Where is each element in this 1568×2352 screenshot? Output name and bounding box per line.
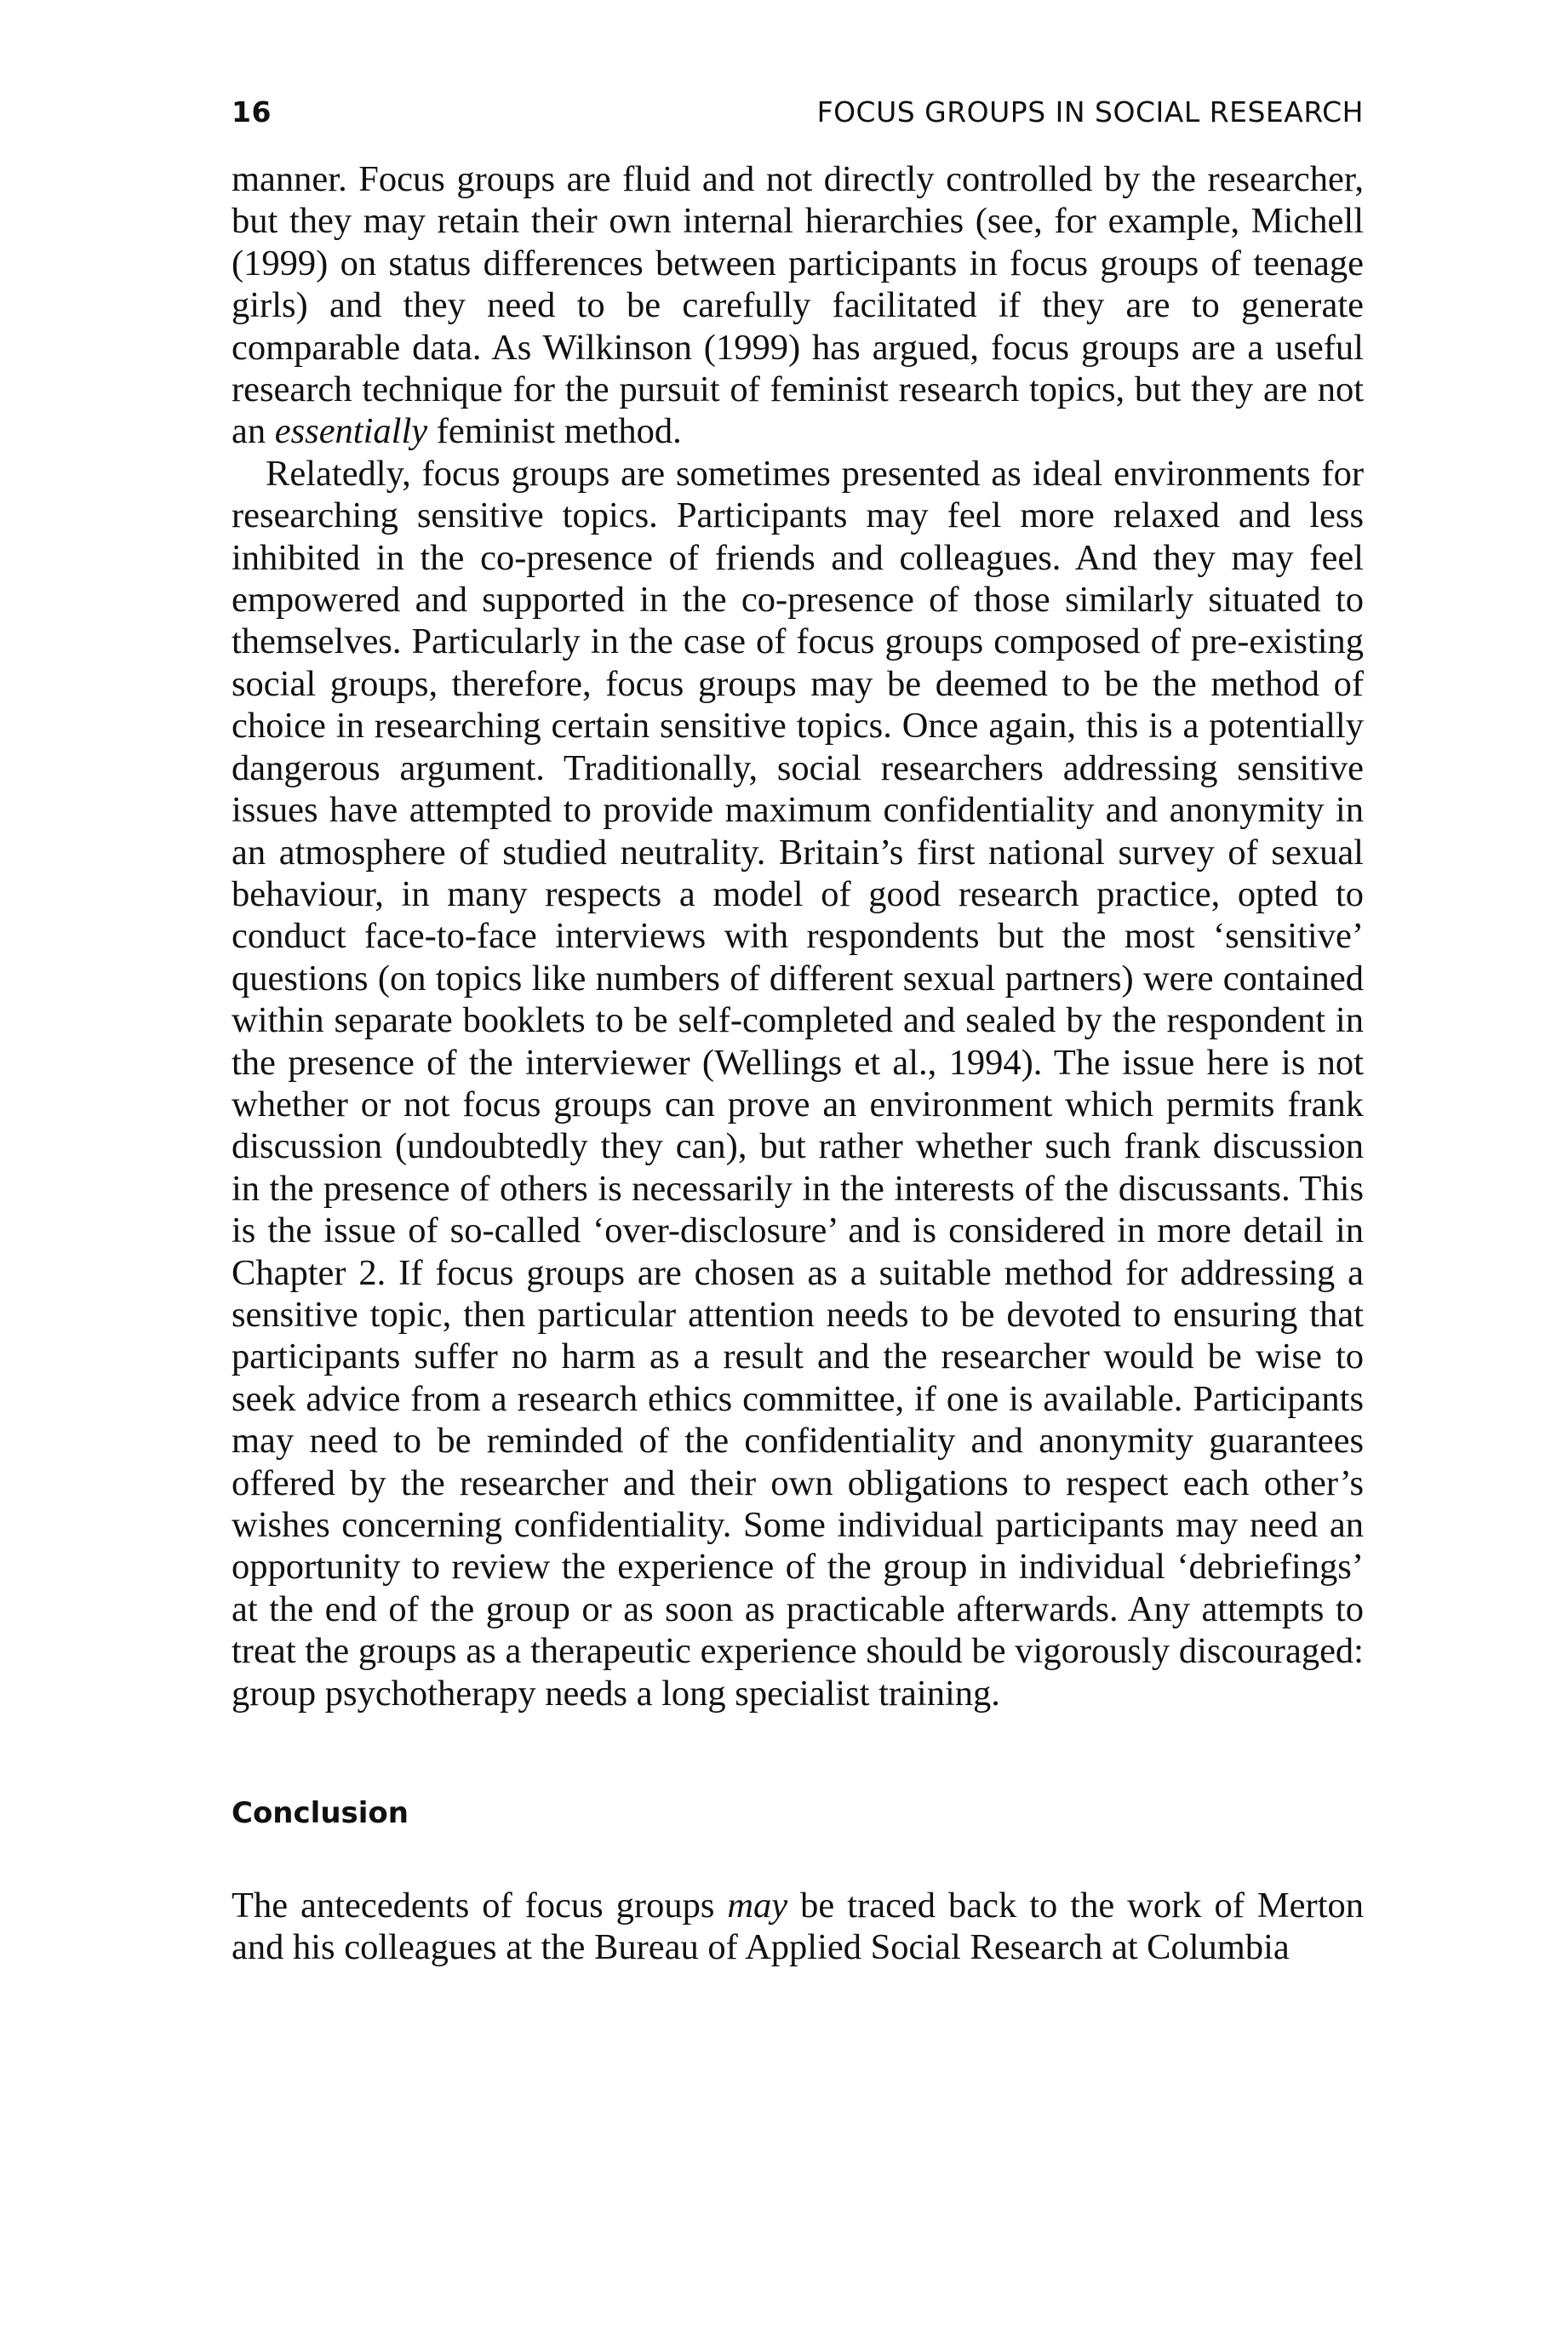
section-heading-conclusion: Conclusion — [232, 1796, 409, 1831]
conclusion-text-b: be traced back to the work of Merton and his colleagues at the Bureau of Applied Social Research at Columbia — [232, 1886, 1365, 1968]
conclusion-text-a: The antecedents of focus groups — [232, 1886, 728, 1926]
running-header — [232, 95, 1364, 146]
paragraph-2: Relatedly, focus groups are sometimes presented as ideal environments for researching sensitive topics. Participants may feel more relaxed and less inhibited in the co-presence of friends and colleagues. And they may feel empowered and supported in the co-presence of those similarly situated to themselves. Particularly in the case of focus groups composed of pre-existing social groups, therefore, focus groups may be deemed to be the method of choice in researching certain sensitive topics. Once again, this is a potentially dangerous argument. Traditionally, social researchers addressing sensitive issues have attempted to provide maximum confidentiality and anonymity in an atmosphere of studied neutrality. Britain’s first national survey of sexual behaviour, in many respects a model of good research practice, opted to conduct face-to-face interviews with respondents but the most ‘sensitive’ questions (on topics like numbers of different sexual partners) were contained within separate booklets to be self-completed and sealed by the respondent in the presence of the interviewer (Wellings et al., 1994). The issue here is not whether or not focus groups can prove an environment which permits frank discussion (undoubtedly they can), but rather whether such frank discussion in the presence of others is necessarily in the interests of the discussants. This is the issue of so-called ‘over-disclosure’ and is considered in more detail in Chapter 2. If focus groups are chosen as a suitable method for addressing a sensitive topic, then particular attention needs to be devoted to ensuring that participants suffer no harm as a result and the researcher would be wise to seek advice from a research ethics committee, if one is available. Participants may need to be reminded of the confidentiality and anonymity guarantees offered by the researcher and their own obligations to respect each other’s wishes concerning confidentiality. Some individual participants may need an opportunity to review the experience of the group in individual ‘debriefings’ at the end of the group or as soon as practicable afterwards. Any attempts to treat the groups as a therapeutic experience should be vigorously discouraged: group psychotherapy needs a long specialist training. — [232, 453, 1364, 1714]
conclusion-emphasis: may — [727, 1886, 788, 1926]
paragraph-1-emphasis: essentially — [274, 411, 428, 452]
running-title: FOCUS GROUPS IN SOCIAL RESEARCH — [816, 95, 1364, 129]
book-page — [232, 95, 1364, 1969]
paragraph-1 — [232, 158, 1364, 453]
paragraph-1-text-b: feminist method. — [427, 411, 682, 452]
body-text — [232, 158, 1364, 1969]
paragraph-1-text-a: manner. Focus groups are fluid and not directly controlled by the researcher, but they may retain their own internal hierarchies (see, for example, Michell (1999) on status differences between participants in focus groups of teenage girls) and they need to be carefully facilitated if they are to generate comparable data. As Wilkinson (1999) has argued, focus groups are a useful research technique for the pursuit of feminist research topics, but they are not an — [232, 159, 1364, 452]
conclusion-paragraph — [232, 1885, 1364, 1969]
page-number: 16 — [232, 95, 272, 129]
